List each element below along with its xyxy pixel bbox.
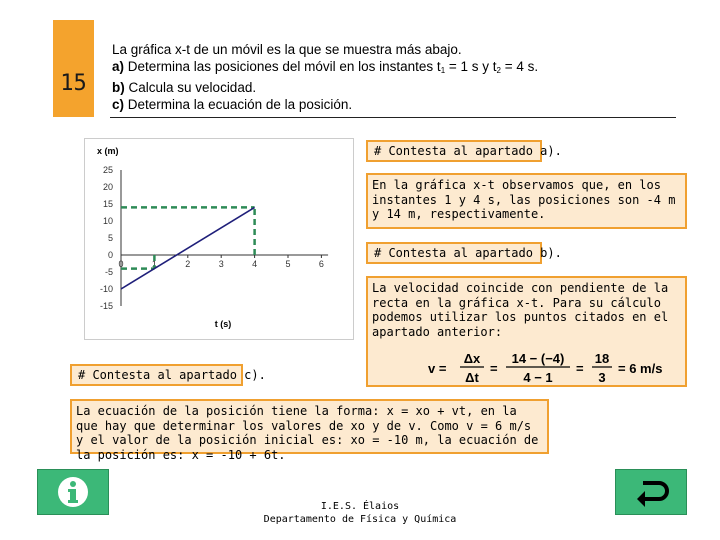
y-tick-label: -15: [99, 301, 113, 311]
problem-number: 15: [60, 71, 87, 96]
statement-c: [112, 96, 682, 113]
y-tick-label: 5: [107, 233, 113, 243]
statement-b: [112, 79, 682, 96]
statement-a-sub-2: 2: [496, 66, 501, 75]
x-tick-label: 6: [318, 259, 324, 269]
statement-a-text-2: = 1 s y t: [445, 59, 497, 74]
chart-svg: [85, 139, 353, 339]
divider: [110, 117, 676, 118]
answer-a-text: En la gráfica x-t observamos que, en los instantes 1 y 4 s, las posiciones son -4 m y 14 m, respectivamente.: [366, 173, 687, 229]
statement-c-text: Determina la ecuación de la posición.: [127, 97, 353, 112]
formula-ratio-den: Δt: [465, 370, 479, 386]
formula-res-den: 3: [598, 370, 606, 386]
statement-a-sub-1: 1: [440, 66, 446, 75]
y-tick-label: 10: [102, 216, 113, 226]
formula-ratio-num: Δx: [463, 351, 481, 367]
answer-b-text: La velocidad coincide con pendiente de la recta en la gráfica x-t. Para su cálculo podemos utilizar los puntos citados en el apartado anterior:: [372, 281, 669, 339]
info-icon: [56, 475, 90, 509]
answer-b-tag[interactable]: # Contesta al apartado b).: [366, 242, 542, 264]
statement-a-label: a): [112, 59, 125, 74]
velocity-formula: [422, 349, 720, 389]
problem-number-box: [53, 20, 94, 117]
footer-school: I.E.S. Élaios: [320, 501, 400, 512]
formula-eq1: =: [490, 361, 498, 377]
footer: [260, 500, 460, 526]
statement-a-text-1: Determina las posiciones del móvil en los instantes t: [127, 59, 441, 74]
problem-statement: [112, 41, 682, 113]
footer-department: Departamento de Física y Química: [263, 514, 457, 525]
answer-b-box: [366, 276, 687, 387]
answer-c-tag[interactable]: # Contesta al apartado c).: [70, 364, 243, 386]
y-tick-label: -5: [104, 267, 113, 277]
y-tick-label: -10: [99, 284, 113, 294]
return-arrow-icon: [631, 475, 671, 509]
x-tick-label: 2: [185, 259, 191, 269]
info-button[interactable]: [37, 469, 109, 515]
statement-a: [112, 58, 682, 79]
y-tick-label: 0: [107, 250, 113, 260]
formula-eq2: =: [576, 361, 584, 377]
y-tick-label: 20: [102, 182, 113, 192]
x-tick-label: 5: [285, 259, 291, 269]
y-tick-label: 25: [102, 165, 113, 175]
statement-b-label: b): [112, 80, 125, 95]
y-axis-label: x (m): [97, 146, 119, 156]
x-tick-label: 0: [118, 259, 124, 269]
position-time-chart: [84, 138, 354, 340]
series-line: [121, 207, 258, 289]
formula-frac-den: 4 − 1: [523, 370, 553, 386]
x-tick-label: 3: [218, 259, 224, 269]
statement-intro: La gráfica x-t de un móvil es la que se muestra más abajo.: [112, 42, 462, 57]
x-tick-label: 4: [252, 259, 258, 269]
statement-a-text-3: = 4 s.: [501, 59, 539, 74]
formula-lhs: v =: [428, 361, 447, 377]
x-tick-label: 1: [151, 259, 157, 269]
formula-res-num: 18: [594, 351, 610, 367]
statement-b-text: Calcula su velocidad.: [128, 80, 257, 95]
statement-c-label: c): [112, 97, 125, 112]
answer-c-text: La ecuación de la posición tiene la forma: x = xo + vt, en la que hay que determinar los valores de xo y de v. Como v = 6 m/s y el valor de la posición inicial es: xo = -10 m, la ecuación de la posición es: x = -10 + 6t.: [70, 399, 549, 454]
back-button[interactable]: [615, 469, 687, 515]
formula-result: = 6 m/s: [618, 361, 663, 377]
x-axis-label: t (s): [214, 319, 232, 329]
y-tick-label: 15: [102, 199, 113, 209]
answer-a-tag[interactable]: # Contesta al apartado a).: [366, 140, 542, 162]
formula-frac-num: 14 − (−4): [511, 351, 565, 367]
